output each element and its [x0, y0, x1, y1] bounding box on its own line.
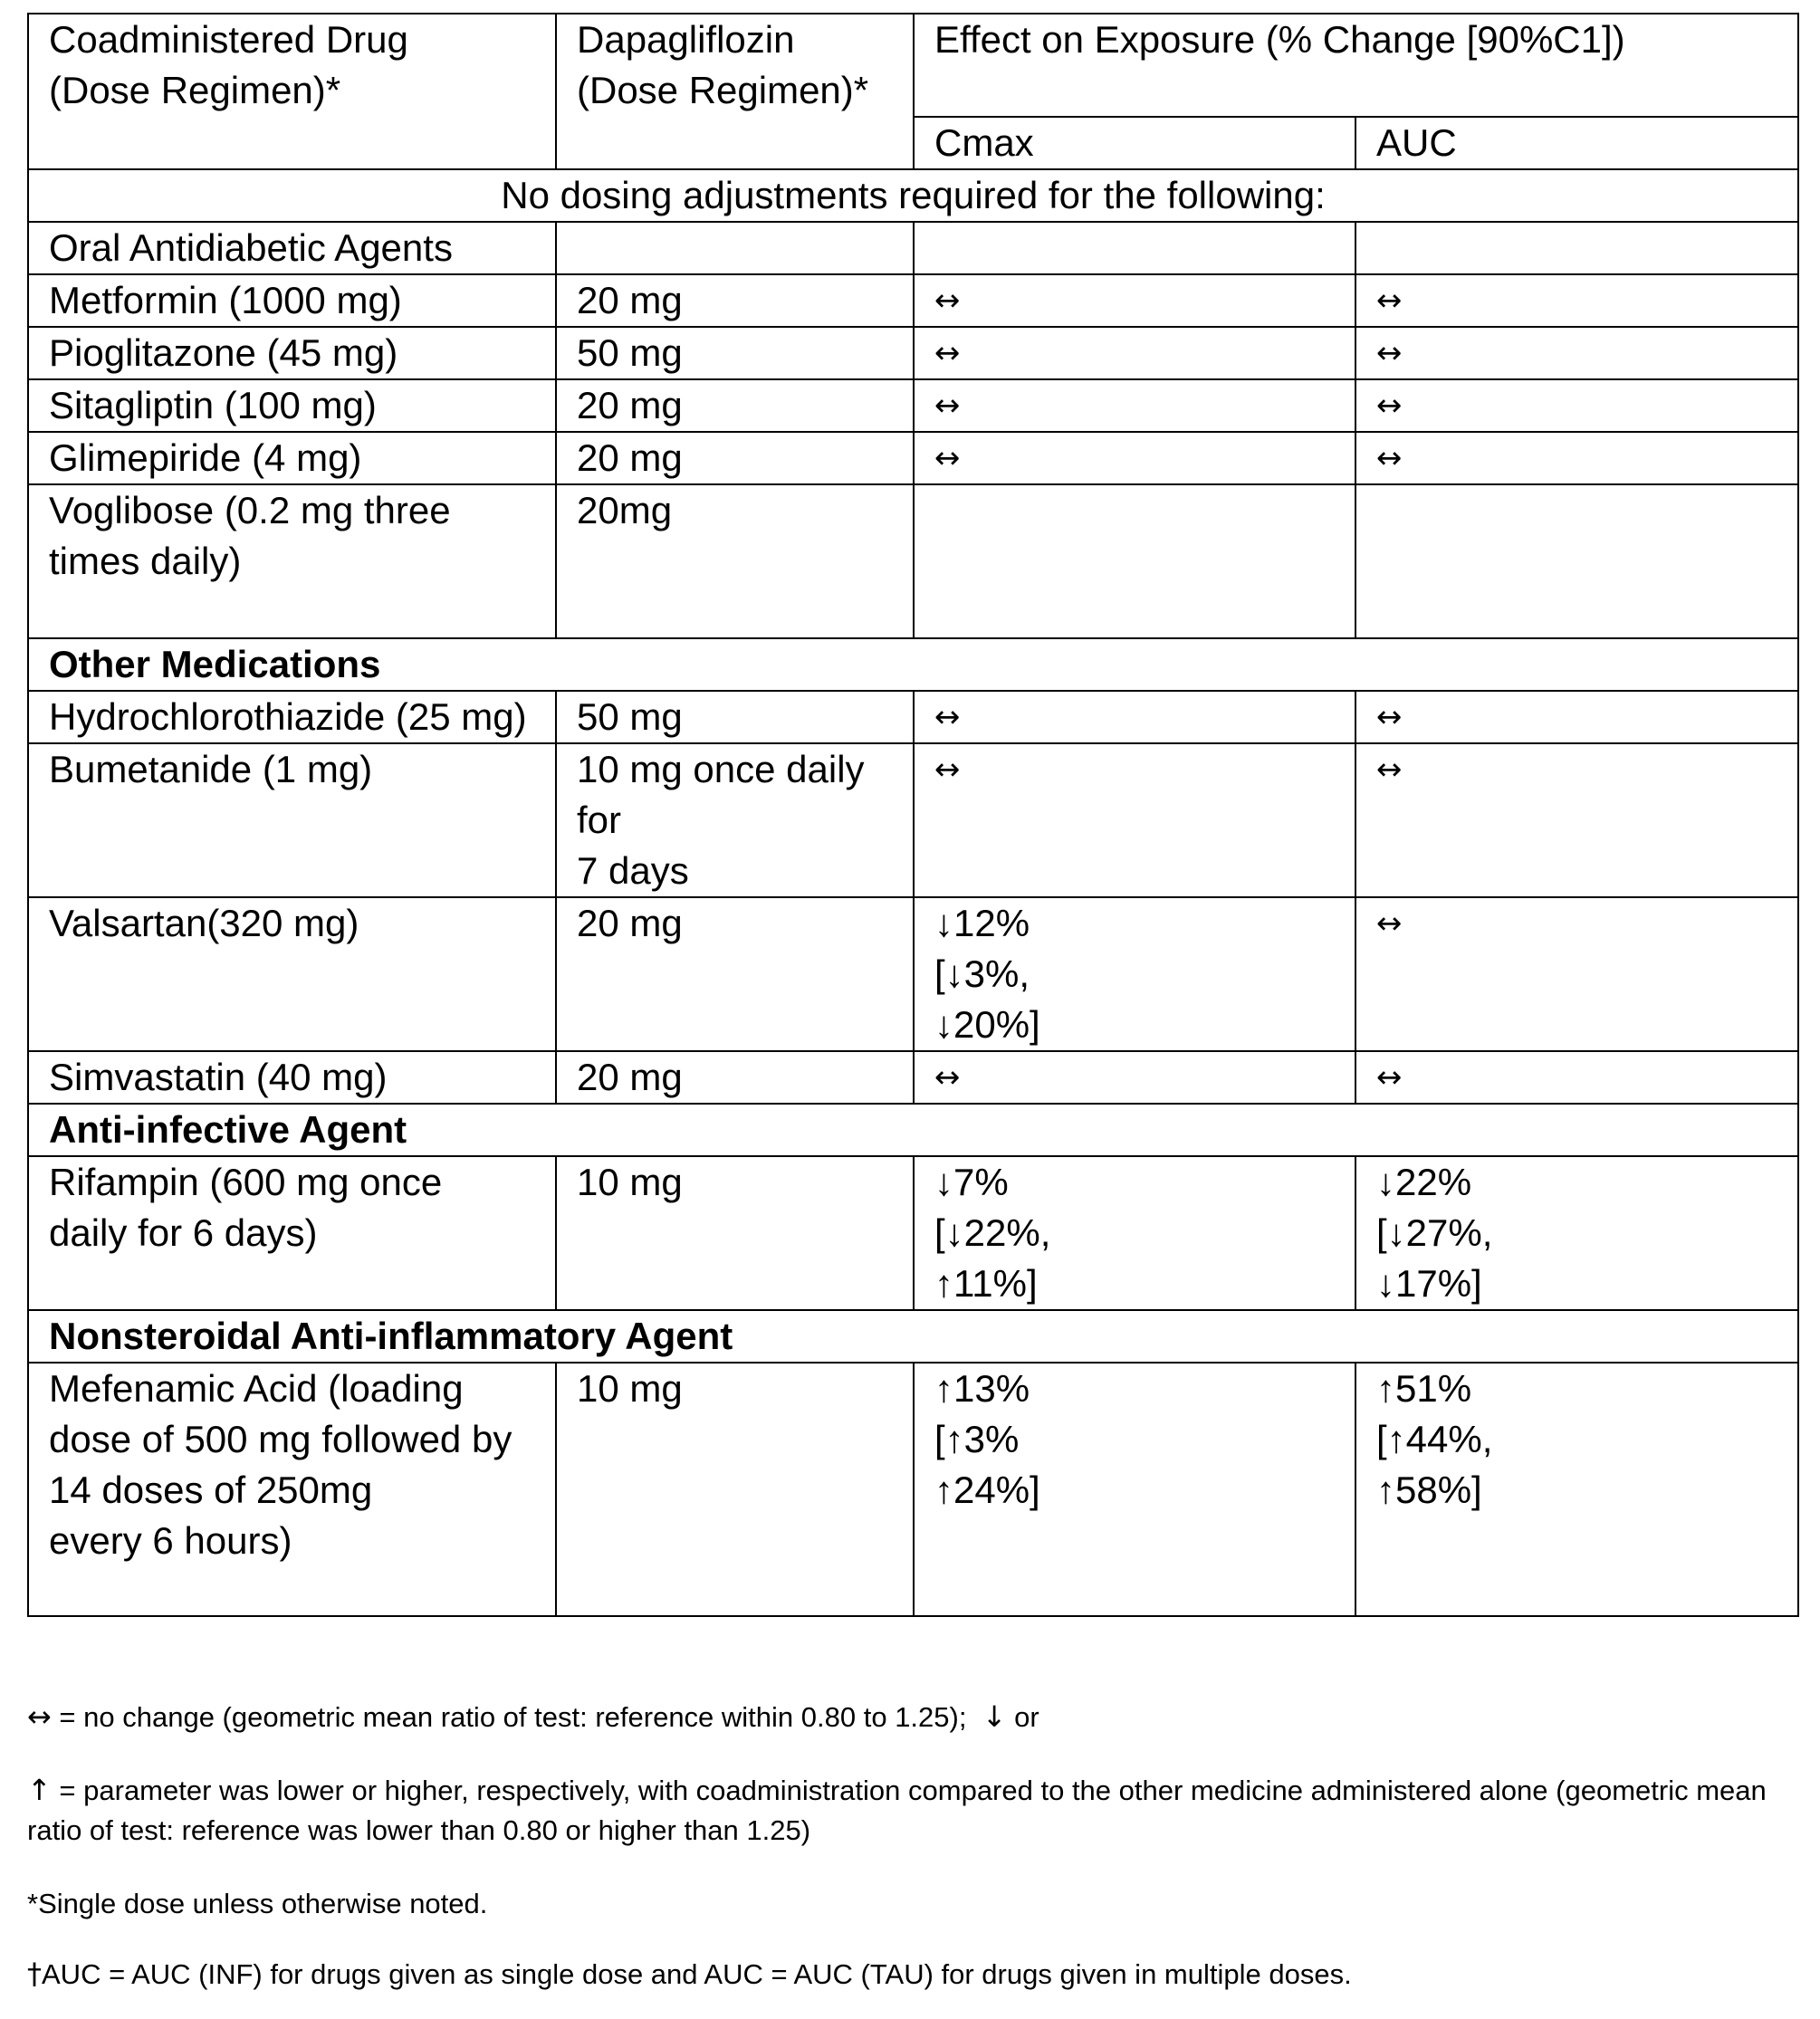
- header-row: [28, 14, 1798, 117]
- dose-cell: 20 mg: [556, 1051, 914, 1104]
- auc-cell: ↓22% [↓27%, ↓17%]: [1355, 1156, 1798, 1310]
- auc-cell: ↔: [1355, 743, 1798, 897]
- drug-cell: Pioglitazone (45 mg): [28, 327, 556, 379]
- footnote-single-dose: *Single dose unless otherwise noted.: [27, 1888, 488, 1919]
- group-title-anti-infective: Anti-infective Agent: [28, 1104, 1798, 1156]
- cmax-cell: ↔: [914, 379, 1355, 432]
- dose-cell: 10 mg once daily for 7 days: [556, 743, 914, 897]
- auc-cell: ↔: [1355, 327, 1798, 379]
- group-title-nsaid: Nonsteroidal Anti-inflammatory Agent: [28, 1310, 1798, 1363]
- table-row: [28, 897, 1798, 1051]
- table-row: [28, 1156, 1798, 1310]
- down-arrow-icon: ↓: [982, 1699, 1007, 1734]
- auc-cell: ↔: [1355, 691, 1798, 743]
- dose-cell: 50 mg: [556, 691, 914, 743]
- drug-cell: Simvastatin (40 mg): [28, 1051, 556, 1104]
- dose-cell: 20 mg: [556, 897, 914, 1051]
- drug-cell: Voglibose (0.2 mg three times daily): [28, 484, 556, 638]
- header-dapagliflozin: Dapagliflozin (Dose Regimen)*: [556, 14, 914, 169]
- cmax-cell: ↓7% [↓22%, ↑11%]: [914, 1156, 1355, 1310]
- table-row: [28, 327, 1798, 379]
- footnote-text: = no change (geometric mean ratio of test: reference within 0.80 to 1.25);: [51, 1701, 967, 1733]
- auc-cell: ↔: [1355, 379, 1798, 432]
- table-row: [28, 432, 1798, 484]
- drug-cell: Rifampin (600 mg once daily for 6 days): [28, 1156, 556, 1310]
- drug-cell: Mefenamic Acid (loading dose of 500 mg followed by 14 doses of 250mg every 6 hours): [28, 1363, 556, 1616]
- drug-interaction-table: [27, 13, 1799, 1617]
- group-row: [28, 222, 1798, 274]
- dose-cell: 10 mg: [556, 1363, 914, 1616]
- table-row: [28, 484, 1798, 638]
- group-title-oral-antidiabetic: Oral Antidiabetic Agents: [28, 222, 556, 274]
- drug-cell: Glimepiride (4 mg): [28, 432, 556, 484]
- footnote-lower-higher: [27, 1770, 1802, 1851]
- cmax-cell: ↔: [914, 1051, 1355, 1104]
- table-row: [28, 691, 1798, 743]
- header-auc: AUC: [1355, 117, 1798, 169]
- cmax-cell: ↔: [914, 691, 1355, 743]
- cmax-cell: ↑13% [↑3% ↑24%]: [914, 1363, 1355, 1616]
- drug-cell: Metformin (1000 mg): [28, 274, 556, 327]
- footnote-no-change: [27, 1697, 1802, 1737]
- cmax-cell: ↔: [914, 432, 1355, 484]
- header-cmax: Cmax: [914, 117, 1355, 169]
- dosing-banner: No dosing adjustments required for the following:: [28, 169, 1798, 222]
- dose-cell: 20mg: [556, 484, 914, 638]
- header-coadministered-drug: Coadministered Drug (Dose Regimen)*: [28, 14, 556, 169]
- dose-cell: 10 mg: [556, 1156, 914, 1310]
- group-row: [28, 1104, 1798, 1156]
- dose-cell: 20 mg: [556, 432, 914, 484]
- dagger-icon: †: [27, 1957, 42, 1991]
- footnote-text: AUC = AUC (INF) for drugs given as single dose and AUC = AUC (TAU) for drugs given in multiple doses.: [42, 1958, 1352, 1990]
- table-row: [28, 1363, 1798, 1616]
- table-row: [28, 1051, 1798, 1104]
- table-row: [28, 379, 1798, 432]
- group-row: [28, 1310, 1798, 1363]
- table-row: [28, 274, 1798, 327]
- auc-cell: ↔: [1355, 274, 1798, 327]
- cmax-cell: ↔: [914, 743, 1355, 897]
- cmax-cell: [914, 484, 1355, 638]
- dose-cell: 20 mg: [556, 274, 914, 327]
- dose-cell: 50 mg: [556, 327, 914, 379]
- dose-cell: 20 mg: [556, 379, 914, 432]
- up-arrow-icon: ↑: [27, 1773, 52, 1807]
- drug-cell: Bumetanide (1 mg): [28, 743, 556, 897]
- cmax-cell: ↓12% [↓3%, ↓20%]: [914, 897, 1355, 1051]
- auc-cell: [1355, 484, 1798, 638]
- footnote-text: = parameter was lower or higher, respectively, with coadministration compared to the other medicine administered alone (geometric mean ratio of test: reference was lower than 0.80 or higher than 1.25): [27, 1775, 1767, 1846]
- group-row: [28, 638, 1798, 691]
- auc-cell: ↔: [1355, 1051, 1798, 1104]
- footnote-auc: [27, 1954, 1802, 1995]
- banner-row: [28, 169, 1798, 222]
- auc-cell: ↔: [1355, 432, 1798, 484]
- auc-cell: ↑51% [↑44%, ↑58%]: [1355, 1363, 1798, 1616]
- auc-cell: ↔: [1355, 897, 1798, 1051]
- left-right-arrow-icon: ↔: [27, 1699, 52, 1734]
- table-row: [28, 743, 1798, 897]
- drug-cell: Hydrochlorothiazide (25 mg): [28, 691, 556, 743]
- cmax-cell: ↔: [914, 327, 1355, 379]
- footnote-tail: or: [1006, 1701, 1039, 1733]
- drug-cell: Sitagliptin (100 mg): [28, 379, 556, 432]
- header-effect-on-exposure: Effect on Exposure (% Change [90%C1]): [914, 14, 1798, 117]
- drug-cell: Valsartan(320 mg): [28, 897, 556, 1051]
- cmax-cell: ↔: [914, 274, 1355, 327]
- group-title-other-medications: Other Medications: [28, 638, 1798, 691]
